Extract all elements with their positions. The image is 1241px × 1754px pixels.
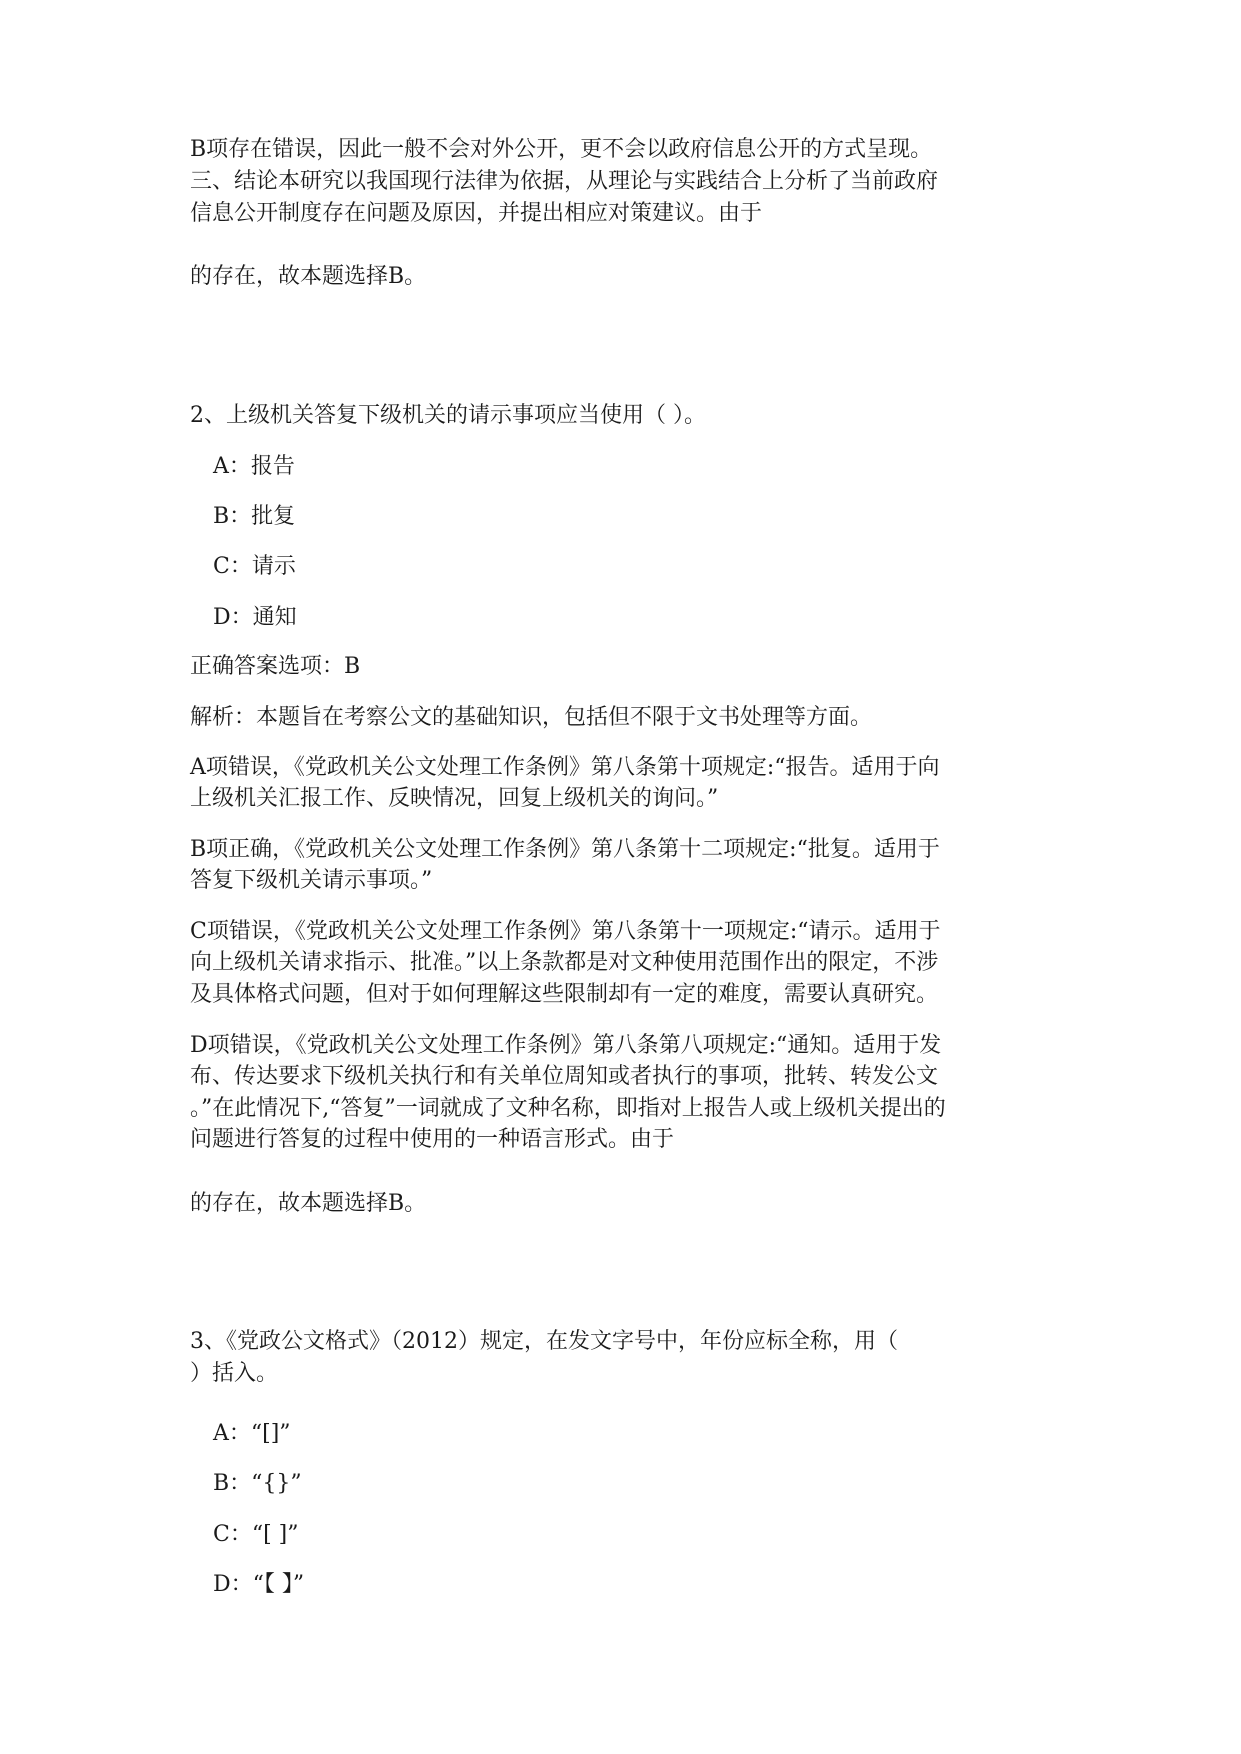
question-stem: 2、上级机关答复下级机关的请示事项应当使用（ ）。 [190, 403, 706, 428]
analysis-item-b-line: 答复下级机关请示事项。” [190, 868, 433, 893]
correct-answer: 正确答案选项：B [190, 654, 361, 679]
analysis-item-d-line: 问题进行答复的过程中使用的一种语言形式。由于 [190, 1127, 675, 1152]
analysis-item-a-line: A项错误，《党政机关公文处理工作条例》第八条第十项规定:“报告。适用于向 [190, 755, 940, 780]
option-d: D：“【 】” [213, 1572, 305, 1597]
analysis-item-a-line: 上级机关汇报工作、反映情况，回复上级机关的询问。” [190, 786, 719, 811]
explanation-line: 信息公开制度存在问题及原因，并提出相应对策建议。由于 [190, 201, 763, 226]
conclusion-line: 的存在，故本题选择B。 [190, 264, 427, 289]
option-d: D：通知 [213, 605, 297, 630]
option-c: C：请示 [213, 554, 296, 579]
analysis-intro: 解析：本题旨在考察公文的基础知识，包括但不限于文书处理等方面。 [190, 705, 873, 730]
question-stem: 3、《党政公文格式》（2012）规定，在发文字号中，年份应标全称，用（ [190, 1329, 898, 1354]
analysis-item-d-line: D项错误，《党政机关公文处理工作条例》第八条第八项规定:“通知。适用于发 [190, 1033, 942, 1058]
option-b: B：批复 [213, 504, 296, 529]
option-a: A：报告 [213, 454, 295, 479]
option-c: C：“[ ]” [213, 1522, 299, 1547]
analysis-item-c-line: 向上级机关请求指示、批准。”以上条款都是对文种使用范围作出的限定，不涉 [190, 950, 939, 975]
option-a: A：“[]” [213, 1421, 291, 1446]
analysis-item-d-line: 布、传达要求下级机关执行和有关单位周知或者执行的事项，批转、转发公文 [190, 1064, 939, 1089]
explanation-line: 三、结论本研究以我国现行法律为依据，从理论与实践结合上分析了当前政府 [190, 169, 939, 194]
question-stem: ）括入。 [190, 1361, 279, 1386]
explanation-line: B项存在错误，因此一般不会对外公开，更不会以政府信息公开的方式呈现。 [190, 137, 933, 162]
conclusion-line: 的存在，故本题选择B。 [190, 1191, 427, 1216]
analysis-item-c-line: 及具体格式问题，但对于如何理解这些限制却有一定的难度，需要认真研究。 [190, 982, 939, 1007]
analysis-item-b-line: B项正确，《党政机关公文处理工作条例》第八条第十二项规定:“批复。适用于 [190, 837, 940, 862]
analysis-item-c-line: C项错误，《党政机关公文处理工作条例》第八条第十一项规定:“请示。适用于 [190, 919, 941, 944]
option-b: B：“{}” [213, 1471, 302, 1496]
analysis-item-d-line: 。”在此情况下,“答复”一词就成了文种名称，即指对上报告人或上级机关提出的 [190, 1096, 946, 1121]
